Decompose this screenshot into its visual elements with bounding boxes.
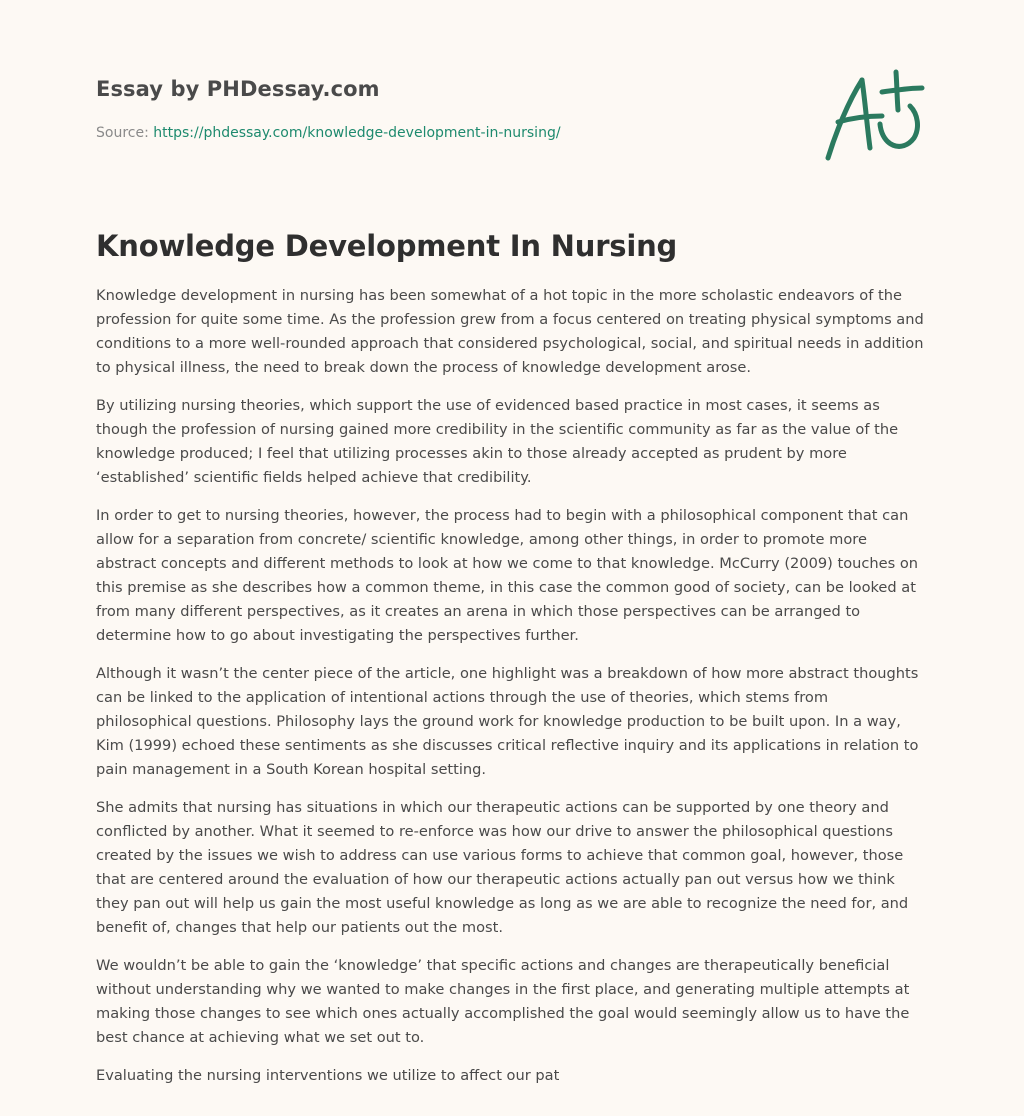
source-line — [96, 122, 796, 144]
essay-paragraph-truncated: Evaluating the nursing interventions we utilize to affect our pat — [96, 1067, 560, 1084]
a-plus-grade-icon — [822, 66, 930, 166]
essay-paragraph: We wouldn’t be able to gain the ‘knowledge’ that specific actions and changes are therapeutically beneficial without understanding why we wanted to make changes in the first place, and generating multiple attempts at making those changes to see which ones actually accomplished the goal would seemingly allow us to have the best chance at achieving what we set out to. — [96, 957, 910, 1046]
essay-paragraph: By utilizing nursing theories, which support the use of evidenced based practice in most cases, it seems as though the profession of nursing gained more credibility in the scientific community as far as the value of the knowledge produced; I feel that utilizing processes akin to those already accepted as prudent by more ‘established’ scientific fields helped achieve that credibility. — [96, 397, 899, 486]
essay-paragraph: She admits that nursing has situations in which our therapeutic actions can be supported by one theory and conflicted by another. What it seemed to re-enforce was how our drive to answer the philosophical questions created by the issues we wish to address can use various forms to achieve that common goal, however, those that are centered around the evaluation of how our therapeutic actions actually pan out versus how we think they pan out will help us gain the most useful knowledge as long as we are able to recognize the need for, and benefit of, changes that help our patients out the most. — [96, 799, 909, 936]
source-label: Source: — [96, 125, 154, 141]
essay-body — [96, 284, 928, 1102]
essay-paragraph: Although it wasn’t the center piece of the article, one highlight was a breakdown of how more abstract thoughts can be linked to the application of intentional actions through the use of theories, which stems from philosophical questions. Philosophy lays the ground work for knowledge production to be built upon. In a way, Kim (1999) echoed these sentiments as she discusses critical reflective inquiry and its applications in relation to pain management in a South Korean hospital setting. — [96, 665, 919, 778]
site-title: Essay by PHDessay.com — [96, 77, 380, 101]
essay-paragraph: In order to get to nursing theories, however, the process had to begin with a philosophical component that can allow for a separation from concrete/ scientific knowledge, among other things, in order to promote more abstract concepts and different methods to look at how we come to that knowledge. McCurry (2009) touches on this premise as she describes how a common theme, in this case the common good of society, can be looked at from many different perspectives, as it creates an arena in which those perspectives can be arranged to determine how to go about investigating the perspectives further. — [96, 507, 919, 644]
essay-paragraph: Knowledge development in nursing has been somewhat of a hot topic in the more scholastic endeavors of the profession for quite some time. As the profession grew from a focus centered on treating physical symptoms and conditions to a more well-rounded approach that considered psychological, social, and spiritual needs in addition to physical illness, the need to break down the process of knowledge development arose. — [96, 287, 924, 376]
essay-title: Knowledge Development In Nursing — [96, 229, 678, 263]
source-link[interactable]: https://phdessay.com/knowledge-development-in-nursing/ — [153, 125, 561, 141]
page-header — [96, 74, 796, 144]
